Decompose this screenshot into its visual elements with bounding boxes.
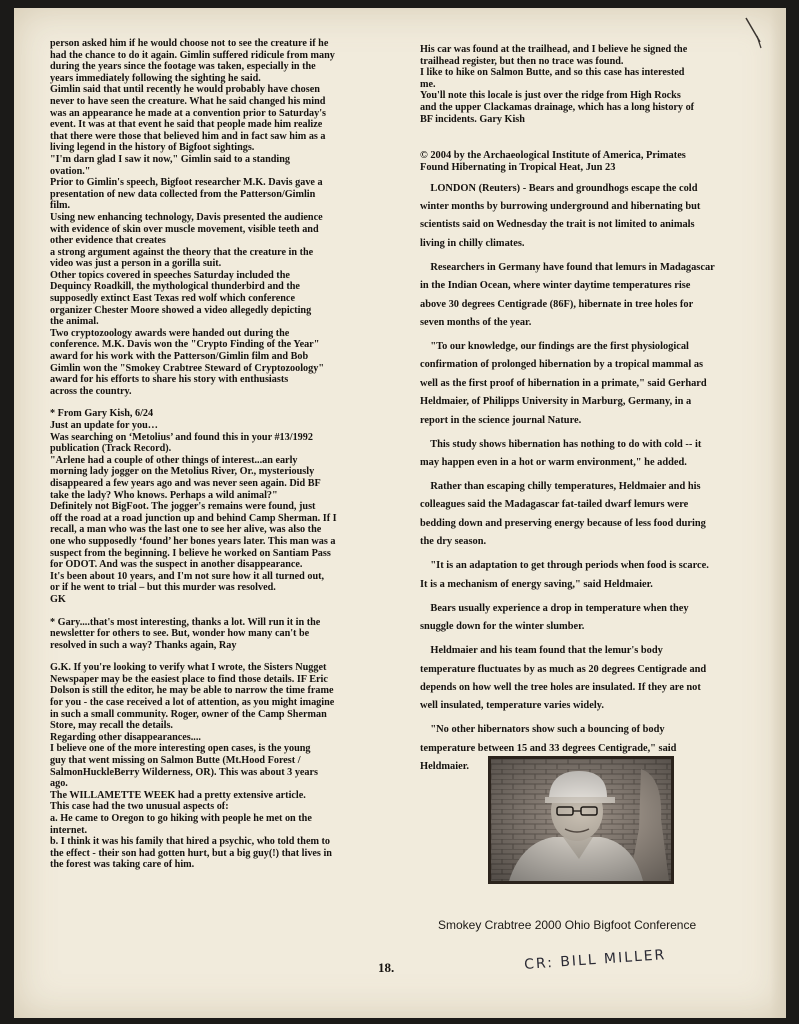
text-line: a. He came to Oregon to go hiking with people he met on the — [50, 813, 312, 824]
text-line: video was just a person in a gorilla suit. — [50, 258, 222, 270]
text-line: GK — [50, 593, 66, 605]
text-line: Using new enhancing technology, Davis presented the audience — [50, 211, 323, 223]
text-line: film. — [50, 200, 71, 212]
text-line: the animal. — [50, 316, 99, 328]
paragraph-gap — [50, 397, 402, 408]
text-line: guy that went missing on Salmon Butte (Mt.Hood Forest / — [50, 755, 301, 767]
text-line: It's been about 10 years, and I'm not sure how it all turned out, — [50, 570, 325, 582]
text-line: "Arlene had a couple of other things of interest...an early — [50, 454, 298, 466]
text-line: presentation of new data collected from the Patterson/Gimlin — [50, 188, 316, 200]
text-line: a strong argument against the theory that the creature in the — [50, 246, 314, 258]
text-line: off the road at a road junction up and behind Camp Sherman. If I — [50, 512, 337, 524]
text-line: years immediately following the sighting he said. — [50, 72, 261, 84]
text-line: Regarding other disappearances.... — [50, 731, 201, 743]
text-line: or if he went to trial – but this murder was resolved. — [50, 582, 276, 594]
lemur-hibernation-article — [420, 150, 760, 782]
text-line: award for his work with the Patterson/Gimlin film and Bob — [50, 351, 309, 363]
text-line: SalmonHuckleBerry Wilderness, OR). This was about 3 years — [50, 766, 319, 778]
text-line: the effect - their son had gotten hurt, but a big guy(!) that lives in — [50, 847, 332, 859]
text-line: Definitely not BigFoot. The jogger's remains were found, just — [50, 501, 316, 513]
text-line: me. — [420, 78, 436, 90]
article-paragraph: "No other hibernators show such a bouncing of body temperature between 15 and 33 degrees Centigrade," said Heldmaier. — [420, 724, 677, 773]
text-line: the forest was taking care of him. — [50, 859, 195, 871]
page-number: 18. — [378, 960, 395, 975]
text-line: internet. — [50, 824, 88, 836]
text-line: Just an update for you… — [50, 420, 158, 431]
text-line: BF incidents. Gary Kish — [420, 113, 525, 125]
text-line: You'll note this locale is just over the ridge from High Rocks — [420, 90, 681, 102]
text-line: Other topics covered in speeches Saturday included the — [50, 269, 290, 281]
photo-caption: Smokey Crabtree 2000 Ohio Bigfoot Conference — [438, 918, 697, 932]
text-line: Gimlin won the "Smokey Crabtree Steward of Cryptozoology" — [50, 362, 324, 374]
text-line: recall, a man who was the last one to see her alive, was also the — [50, 524, 322, 536]
text-line: G.K. If you're looking to verify what I wrote, the Sisters Nugget — [50, 662, 327, 674]
text-line: across the country. — [50, 385, 132, 397]
text-line: trailhead register, but then no trace was found. — [420, 55, 624, 67]
text-line: one who supposedly ‘found’ her bones years later. This man was a — [50, 535, 336, 547]
article-paragraph: "To our knowledge, our findings are the first physiological confirmation of prolonged hibernation by a tropical mammal as well as the first proof of hibernation in a primate," said Gerhard Heldmaier, of Philipps University in Marburg, Germany, in a report in the science journal Nature. — [420, 341, 707, 426]
text-line: conference. M.K. Davis won the "Crypto Finding of the Year" — [50, 339, 320, 351]
text-line: person asked him if he would choose not to see the creature if he — [50, 38, 329, 49]
text-line: that there were those that believed him and in fact saw him as a — [50, 130, 326, 142]
text-line: * From Gary Kish, 6/24 — [50, 408, 154, 420]
text-line: newsletter for others to see. But, wonder how many can't be — [50, 628, 310, 640]
text-line: morning lady jogger on the Metolius River, Or., mysteriously — [50, 466, 315, 478]
photo-image — [491, 759, 671, 881]
handwritten-photo-credit: CR: BILL MILLER — [523, 947, 667, 973]
text-line: disappeared a few years ago and was never seen again. Did BF — [50, 477, 321, 489]
text-line: Two cryptozoology awards were handed out during the — [50, 327, 290, 339]
page-edge-shading — [770, 8, 786, 1018]
text-line: resolved in such a way? Thanks again, Ray — [50, 639, 237, 651]
article-header — [420, 150, 760, 174]
text-line: The WILLAMETTE WEEK had a pretty extensive article. — [50, 789, 306, 801]
text-line: publication (Track Record). — [50, 443, 172, 455]
text-line: Dequincy Roadkill, the mythological thunderbird and the — [50, 281, 300, 293]
article-paragraph: Heldmaier and his team found that the lemur's body temperature fluctuates by as much as 20 degrees Centigrade and depends on how well the tree holes are insulated. If they are not well insulated, temperature varies widely. — [420, 645, 707, 712]
text-line: His car was found at the trailhead, and I believe he signed the — [420, 44, 688, 55]
text-line: and the upper Clackamas drainage, which has a long history of — [420, 101, 695, 113]
text-line: Dolson is still the editor, he may be able to narrow the time frame — [50, 685, 334, 697]
text-line: I believe one of the more interesting open cases, is the young — [50, 743, 311, 755]
text-line: award for his efforts to share his story with enthusiasts — [50, 374, 289, 386]
text-line: Newspaper may be the easiest place to find those details. IF Eric — [50, 673, 328, 685]
text-line: in such a small community. Roger, owner of the Camp Sherman — [50, 708, 327, 720]
text-line: take the lady? Who knows. Perhaps a wild animal?" — [50, 489, 278, 501]
text-line: Prior to Gimlin's speech, Bigfoot researcher M.K. Davis gave a — [50, 177, 323, 189]
text-line: ovation." — [50, 165, 91, 177]
article-paragraph: This study shows hibernation has nothing to do with cold -- it may happen even in a hot or warm environment," he added. — [420, 438, 702, 469]
smokey-crabtree-photo — [488, 756, 674, 884]
text-line: for ODOT. And was the suspect in another disappearance. — [50, 559, 303, 571]
text-line: during the years since the footage was taken, especially in the — [50, 61, 316, 73]
paragraph-gap — [50, 651, 402, 662]
article-paragraph: "It is an adaptation to get through periods when food is scarce. It is a mechanism of energy saving," said Heldmaier. — [420, 560, 709, 590]
text-line: * Gary....that's most interesting, thanks a lot. Will run it in the — [50, 616, 321, 628]
article-paragraph: Researchers in Germany have found that lemurs in Madagascar in the Indian Ocean, where winter daytime temperatures rise above 30 degrees Centigrade (86F), hibernate in tree holes for seven months of the year. — [420, 261, 715, 329]
text-line: "I'm darn glad I saw it now," Gimlin said to a standing — [50, 153, 291, 165]
article-paragraph: Bears usually experience a drop in temperature when they snuggle down for the winter slumber. — [420, 602, 689, 633]
article-header-line: © 2004 by the Archaeological Institute of America, Primates — [420, 150, 686, 161]
article-header-line: Found Hibernating in Tropical Heat, Jun 23 — [420, 161, 616, 173]
text-line: suspect from the beginning. I believe he worked on Santiam Pass — [50, 547, 331, 559]
paragraph-gap — [50, 606, 402, 617]
text-line: other evidence that creates — [50, 235, 166, 247]
text-line: Gimlin said that until recently he would probably have chosen — [50, 84, 320, 96]
text-line: supposedly extinct East Texas red wolf which conference — [50, 293, 295, 305]
text-line: had the chance to do it again. Gimlin suffered ridicule from many — [50, 49, 335, 61]
text-line: Store, may recall the details. — [50, 720, 173, 732]
text-line: Was searching on ‘Metolius’ and found this in your #13/1992 — [50, 431, 313, 443]
article-paragraph: LONDON (Reuters) - Bears and groundhogs escape the cold winter months by burrowing underground and hibernating but scientists said on Wednesday the trait is not limited to animals living in chilly climates. — [420, 182, 701, 249]
text-line: b. I think it was his family that hired a psychic, who told them to — [50, 836, 331, 848]
left-column — [50, 38, 402, 871]
right-column-continued-text — [420, 44, 760, 125]
text-line: with evidence of skin over muscle movement, visible teeth and — [50, 223, 319, 235]
text-line: was an appearance he made at a convention prior to Saturday's — [50, 107, 327, 119]
text-line: organizer Chester Moore showed a video allegedly depicting — [50, 304, 312, 316]
text-line: This case had the two unusual aspects of: — [50, 801, 229, 813]
text-line: living legend in the history of Bigfoot sightings. — [50, 142, 255, 154]
article-paragraph: Rather than escaping chilly temperatures, Heldmaier and his colleagues said the Madagascar fat-tailed dwarf lemurs were bedding down and preserving energy because of less food during the dry season. — [420, 481, 706, 548]
text-line: ago. — [50, 778, 68, 790]
article-body — [420, 180, 760, 777]
text-line: I like to hike on Salmon Butte, and so this case has interested — [420, 67, 685, 79]
text-line: for you - the case received a lot of attention, as you might imagine — [50, 697, 335, 709]
text-line: event. It was at that event he said that people made him realize — [50, 119, 323, 131]
text-line: never to have seen the creature. What he said changed his mind — [50, 95, 326, 107]
